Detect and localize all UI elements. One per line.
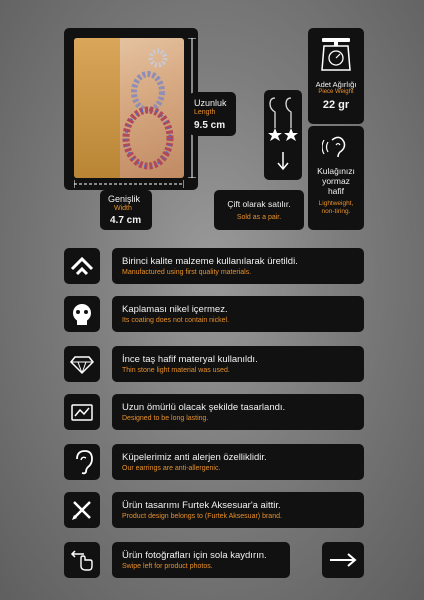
feature-title: Uzun ömürlü olacak şekilde tasarlandı. bbox=[122, 402, 286, 413]
earring-illustration bbox=[118, 44, 178, 174]
feature-title: Ürün fotoğrafları için sola kaydırın. bbox=[122, 550, 267, 561]
weight-panel bbox=[308, 28, 364, 124]
width-label: Genişlik bbox=[108, 194, 141, 204]
weight-label-en: Piece Weight bbox=[318, 89, 354, 95]
feature-title: Kaplaması nikel içermez. bbox=[122, 304, 228, 315]
comfort-line-2: yormaz bbox=[322, 176, 350, 186]
design-tools-icon bbox=[64, 492, 100, 528]
feature-row-stone bbox=[64, 346, 364, 382]
feature-row-allergen bbox=[64, 444, 364, 480]
feature-subtitle: Manufactured using first quality materials. bbox=[122, 269, 252, 276]
pair-panel bbox=[214, 190, 304, 230]
swipe-arrow-button[interactable] bbox=[322, 542, 364, 578]
swipe-hand-icon bbox=[64, 542, 100, 578]
long-lasting-icon bbox=[64, 394, 100, 430]
feature-title: Küpelerimiz anti alerjen özelliklidir. bbox=[122, 452, 267, 463]
feature-text-box bbox=[112, 492, 364, 528]
product-photo-panel bbox=[64, 28, 198, 190]
feature-title: İnce taş hafif materyal kullanıldı. bbox=[122, 354, 258, 365]
hook-panel bbox=[264, 90, 302, 180]
feature-title: Ürün tasarımı Furtek Aksesuar'a aittir. bbox=[122, 500, 281, 511]
length-value: 9.5 cm bbox=[194, 120, 226, 131]
quality-chevron-icon bbox=[64, 248, 100, 284]
comfort-line-3: hafif bbox=[327, 186, 345, 196]
feature-text-box bbox=[112, 296, 364, 332]
feature-subtitle: Swipe left for product photos. bbox=[122, 563, 213, 570]
scale-icon bbox=[320, 36, 352, 74]
feature-row-design bbox=[64, 492, 364, 528]
earring-hooks-icon bbox=[264, 90, 302, 180]
comfort-en-line-1: Lightweight, bbox=[318, 200, 354, 207]
length-label: Uzunluk bbox=[194, 98, 227, 108]
feature-text-box bbox=[112, 248, 364, 284]
nickel-free-icon bbox=[64, 296, 100, 332]
feature-row-nickel bbox=[64, 296, 364, 332]
comfort-panel bbox=[308, 126, 364, 230]
feature-text-box bbox=[112, 542, 290, 578]
feature-row-quality bbox=[64, 248, 364, 284]
feature-text-box bbox=[112, 346, 364, 382]
weight-label: Adet Ağırlığı bbox=[315, 80, 357, 89]
feature-text-box bbox=[112, 394, 364, 430]
feature-subtitle: Our earrings are anti-allergenic. bbox=[122, 465, 221, 472]
comfort-text bbox=[308, 166, 364, 196]
feature-row-swipe bbox=[64, 542, 364, 578]
hair-area bbox=[74, 38, 120, 178]
comfort-line-1: Kulağınızı bbox=[317, 166, 355, 176]
arrow-right-icon bbox=[322, 542, 364, 578]
pair-text-en: Sold as a pair. bbox=[236, 214, 282, 221]
length-block bbox=[190, 92, 236, 136]
feature-subtitle: Thin stone light material was used. bbox=[122, 367, 230, 374]
diamond-icon bbox=[64, 346, 100, 382]
feature-subtitle: Its coating does not contain nickel. bbox=[122, 317, 230, 324]
pair-text: Çift olarak satılır. bbox=[227, 199, 291, 209]
width-label-en: Width bbox=[114, 205, 132, 212]
width-marker bbox=[74, 180, 184, 188]
feature-subtitle: Designed to be long lasting. bbox=[122, 415, 209, 422]
weight-value: 22 gr bbox=[322, 99, 350, 111]
feature-row-lasting bbox=[64, 394, 364, 430]
length-label-en: Length bbox=[194, 109, 216, 116]
feature-subtitle: Product design belongs to (Furtek Aksesuar) brand. bbox=[122, 513, 282, 520]
ear-sound-icon bbox=[322, 134, 350, 160]
width-value: 4.7 cm bbox=[110, 215, 142, 226]
feature-title: Birinci kalite malzeme kullanılarak üretildi. bbox=[122, 256, 298, 267]
comfort-text-en bbox=[308, 200, 364, 216]
ear-icon bbox=[64, 444, 100, 480]
feature-text-box bbox=[112, 444, 364, 480]
product-photo bbox=[74, 38, 184, 178]
width-block bbox=[100, 190, 152, 230]
comfort-en-line-2: non-tiring. bbox=[321, 208, 351, 215]
